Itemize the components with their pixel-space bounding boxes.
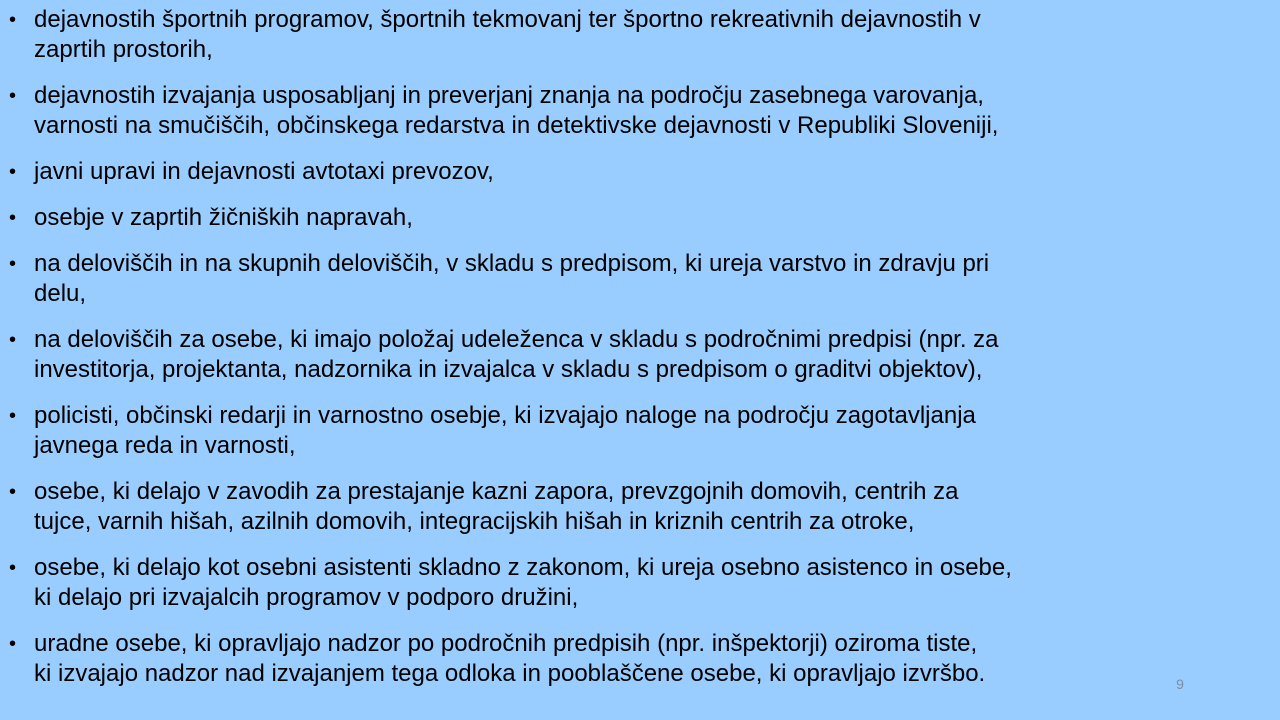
bullet-text-line: policisti, občinski redarji in varnostno osebje, ki izvajajo naloge na področju zagotavljanja [34, 402, 976, 429]
bullet-icon: • [9, 161, 17, 183]
bullet-text-line: ki delajo pri izvajalcih programov v podporo družini, [34, 584, 579, 611]
bullet-text-line: dejavnostih športnih programov, športnih tekmovanj ter športno rekreativnih dejavnostih v [34, 6, 981, 33]
bullet-icon: • [9, 85, 17, 107]
bullet-text-line: javni upravi in dejavnosti avtotaxi prevozov, [34, 158, 494, 185]
bullet-item [9, 553, 1129, 613]
page-number: 9 [1176, 676, 1184, 692]
bullet-item [9, 157, 1129, 187]
bullet-icon: • [9, 207, 17, 229]
bullet-icon: • [9, 557, 17, 579]
bullet-icon: • [9, 329, 17, 351]
bullet-item [9, 401, 1129, 461]
bullet-text-line: ki izvajajo nadzor nad izvajanjem tega odloka in pooblaščene osebe, ki opravljajo izvršbo. [34, 660, 986, 687]
bullet-text-line: investitorja, projektanta, nadzornika in izvajalca v skladu s predpisom o graditvi objektov), [34, 356, 983, 383]
bullet-icon: • [9, 9, 17, 31]
bullet-item [9, 477, 1129, 537]
bullet-text-line: zaprtih prostorih, [34, 36, 213, 63]
bullet-text-line: na deloviščih za osebe, ki imajo položaj udeleženca v skladu s področnimi predpisi (npr. za [34, 326, 999, 353]
bullet-item [9, 203, 1129, 233]
bullet-text-line: osebe, ki delajo kot osebni asistenti skladno z zakonom, ki ureja osebno asistenco in osebe, [34, 554, 1012, 581]
bullet-item [9, 325, 1129, 385]
bullet-icon: • [9, 253, 17, 275]
bullet-text-line: varnosti na smučiščih, občinskega redarstva in detektivske dejavnosti v Republiki Sloveniji, [34, 112, 999, 139]
bullet-text-line: na deloviščih in na skupnih deloviščih, v skladu s predpisom, ki ureja varstvo in zdravju pri [34, 250, 990, 277]
bullet-icon: • [9, 481, 17, 503]
bullet-icon: • [9, 633, 17, 655]
bullet-text-line: osebe, ki delajo v zavodih za prestajanje kazni zapora, prevzgojnih domovih, centrih za [34, 478, 959, 505]
bullet-list [9, 5, 1129, 689]
bullet-item [9, 81, 1129, 141]
bullet-text-line: osebje v zaprtih žičniških napravah, [34, 204, 413, 231]
bullet-item [9, 5, 1129, 65]
bullet-item [9, 629, 1129, 689]
bullet-text-line: javnega reda in varnosti, [34, 432, 296, 459]
bullet-icon: • [9, 405, 17, 427]
bullet-item [9, 249, 1129, 309]
bullet-text-line: dejavnostih izvajanja usposabljanj in preverjanj znanja na področju zasebnega varovanja, [34, 82, 984, 109]
bullet-text-line: delu, [34, 280, 87, 307]
bullet-text-line: uradne osebe, ki opravljajo nadzor po področnih predpisih (npr. inšpektorji) oziroma tiste, [34, 630, 978, 657]
bullet-text-line: tujce, varnih hišah, azilnih domovih, integracijskih hišah in kriznih centrih za otroke, [34, 508, 915, 535]
